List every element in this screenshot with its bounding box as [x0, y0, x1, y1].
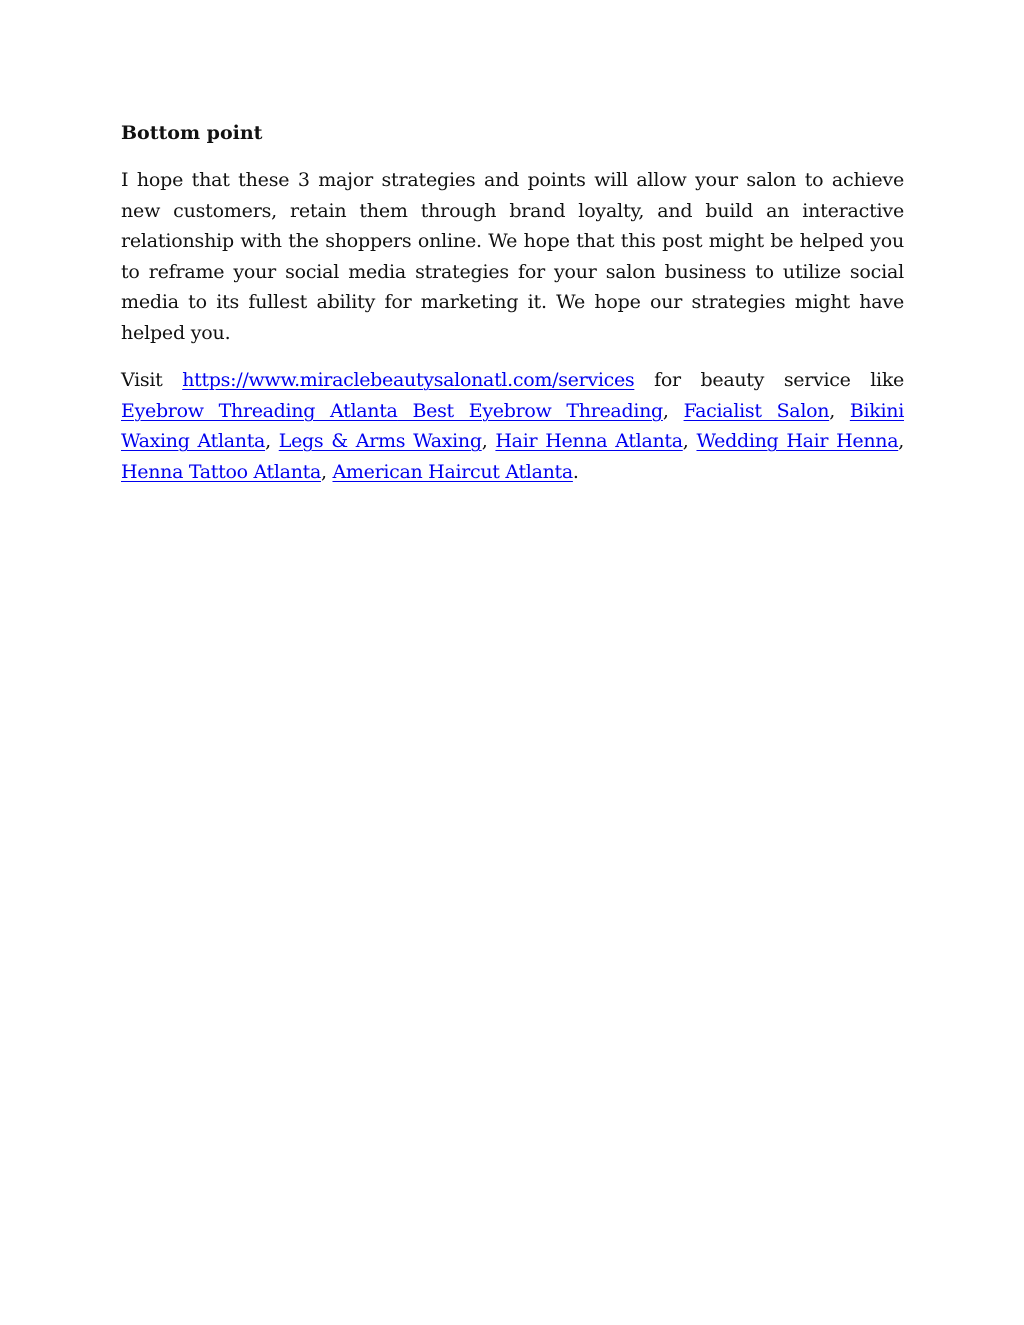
- visit-paragraph: [121, 365, 904, 487]
- link-bikini-waxing-atlanta[interactable]: Bikini Waxing Atlanta: [121, 399, 904, 452]
- final-period-text: .: [572, 460, 579, 483]
- link-best-eyebrow-threading[interactable]: Best Eyebrow Threading: [397, 399, 663, 422]
- separator-text: ,: [662, 399, 684, 422]
- link-american-haircut-atlanta[interactable]: American Haircut Atlanta: [332, 460, 573, 483]
- link-facialist-salon[interactable]: Facialist Salon: [683, 399, 830, 422]
- link-hair-henna-atlanta[interactable]: Hair Henna Atlanta: [495, 430, 683, 452]
- link-henna-tattoo-atlanta[interactable]: Henna Tattoo Atlanta: [121, 460, 321, 483]
- separator-text: ,: [321, 460, 333, 483]
- separator-text: ,: [682, 430, 697, 452]
- conclusion-paragraph: I hope that these 3 major strategies and points will allow your salon to achieve new customers, retain them through brand loyalty, and build an interactive relationship with the shoppers online. We hope that this post might be helped you to reframe your social media strategies for your salon business to utilize social media to its fullest ability for marketing it. We hope our strategies might have helped you.: [121, 169, 904, 344]
- link-wedding-hair-henna[interactable]: Wedding Hair Henna: [696, 430, 899, 452]
- visit-prefix-text: Visit: [121, 369, 183, 391]
- link-eyebrow-threading-atlanta[interactable]: Eyebrow Threading Atlanta: [121, 399, 398, 422]
- services-url-link[interactable]: https://www.miraclebeautysalonatl.com/services: [182, 369, 635, 391]
- separator-text: ,: [481, 430, 496, 452]
- section-heading: Bottom point: [121, 122, 263, 144]
- separator-text: ,: [898, 430, 904, 452]
- visit-middle-text: for beauty service like: [634, 369, 904, 391]
- link-legs-arms-waxing[interactable]: Legs & Arms Waxing: [278, 430, 482, 452]
- separator-text: ,: [265, 430, 279, 452]
- document-page: [121, 118, 904, 504]
- separator-text: ,: [829, 399, 850, 422]
